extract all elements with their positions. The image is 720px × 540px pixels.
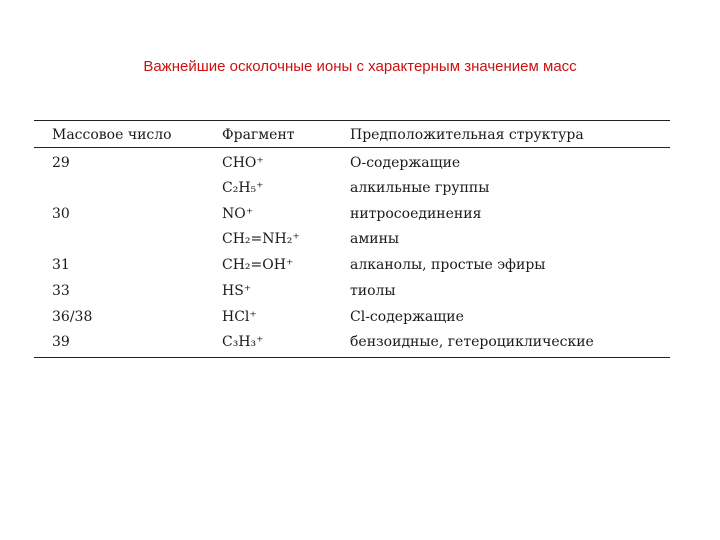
cell-structure: тиолы: [350, 283, 396, 299]
header-mass-number: Массовое число: [52, 127, 172, 143]
table-bottom-rule: [34, 357, 670, 358]
cell-fragment: HCl⁺: [222, 309, 257, 325]
cell-structure: нитросоединения: [350, 206, 482, 222]
header-structure: Предположительная структура: [350, 127, 584, 143]
cell-mass-number: 33: [52, 283, 70, 299]
cell-structure: Cl-содержащие: [350, 309, 464, 325]
header-fragment: Фрагмент: [222, 127, 295, 143]
page-title: Важнейшие осколочные ионы с характерным значением масс: [143, 58, 577, 75]
cell-mass-number: 39: [52, 334, 70, 350]
table-top-rule: [34, 120, 670, 121]
cell-mass-number: 31: [52, 257, 70, 273]
cell-fragment: NO⁺: [222, 206, 254, 222]
cell-fragment: CH₂=NH₂⁺: [222, 231, 300, 247]
cell-structure: алкильные группы: [350, 180, 490, 196]
table-header-rule: [34, 147, 670, 148]
cell-fragment: CHO⁺: [222, 155, 264, 171]
cell-fragment: HS⁺: [222, 283, 252, 299]
cell-fragment: C₂H₅⁺: [222, 180, 264, 196]
cell-mass-number: 30: [52, 206, 70, 222]
cell-mass-number: 36/38: [52, 309, 93, 325]
cell-mass-number: 29: [52, 155, 70, 171]
cell-structure: бензоидные, гетероциклические: [350, 334, 594, 350]
cell-structure: амины: [350, 231, 400, 247]
cell-structure: алканолы, простые эфиры: [350, 257, 546, 273]
cell-structure: О-содержащие: [350, 155, 461, 171]
cell-fragment: CH₂=OH⁺: [222, 257, 294, 273]
cell-fragment: C₃H₃⁺: [222, 334, 264, 350]
